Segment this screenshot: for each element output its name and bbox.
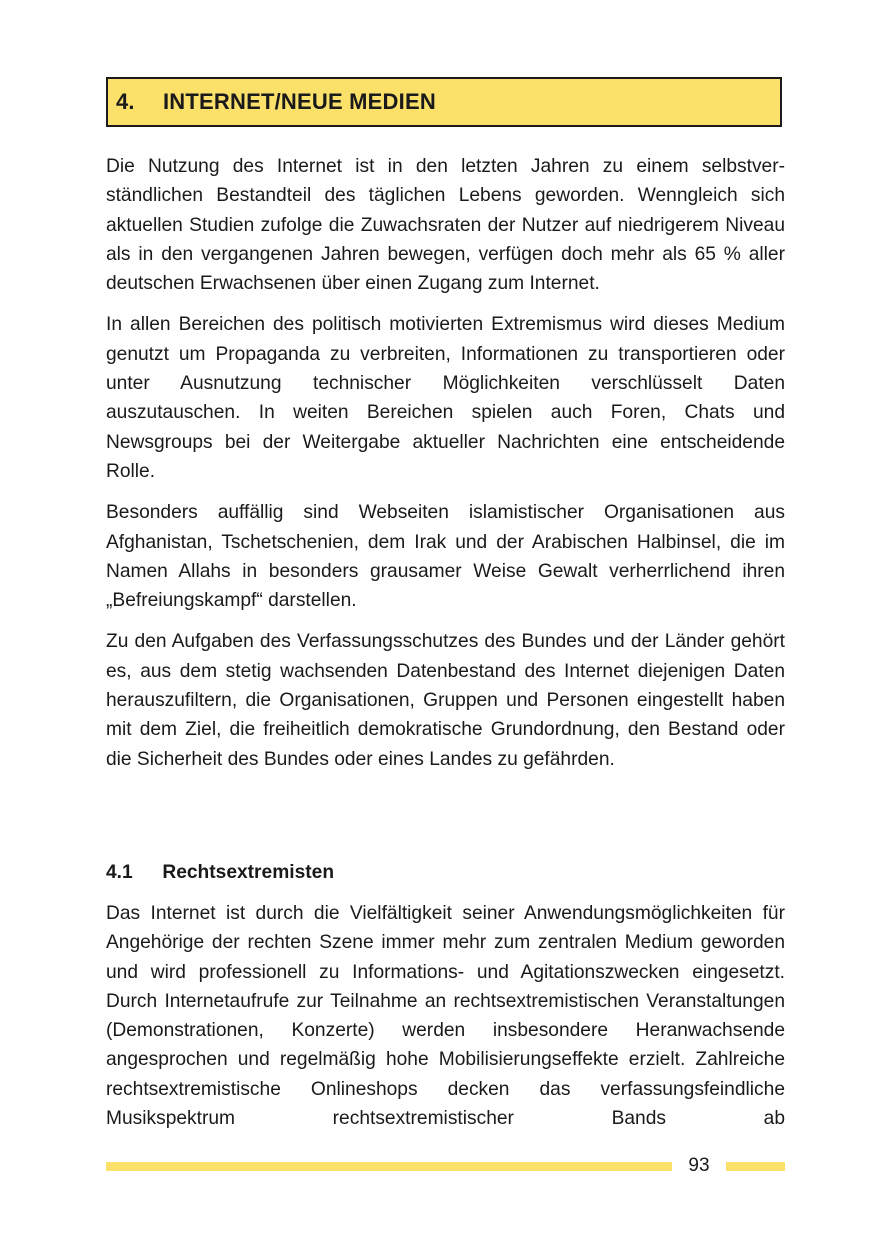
chapter-heading (106, 77, 782, 127)
section-heading (106, 858, 334, 887)
footer-rule-right (726, 1162, 785, 1171)
intro-text (106, 152, 785, 786)
paragraph: Besonders auffällig sind Webseiten islamistischer Organisationen aus Afghanistan, Tschetschenien, dem Irak und der Arabischen Halbinsel, die im Namen Allahs in besonders grausamer Weise Gewalt verherrlichend ihren „Befreiungskampf“ darstellen. (106, 502, 785, 612)
paragraph: In allen Bereichen des politisch motivierten Extremismus wird dieses Medium genutzt um Propaganda zu verbreiten, Informationen zu transportieren oder unter Ausnutzung technischer Möglichkeiten verschlüsselt Daten auszutauschen. In weiten Bereichen spielen auch Foren, Chats und Newsgroups bei der Weitergabe aktueller Nachrichten eine entscheidende Rolle. (106, 314, 785, 482)
paragraph: Zu den Aufgaben des Verfassungsschutzes des Bundes und der Länder gehört es, aus dem stetig wachsenden Datenbestand des Internet diejenigen Daten herauszufiltern, die Organisationen, Gruppen und Personen eingestellt haben mit dem Ziel, die freiheitlich demokratische Grundordnung, den Bestand oder die Sicherheit des Bundes oder eines Landes zu gefährden. (106, 631, 785, 770)
section-number: 4.1 (106, 862, 133, 883)
section-title: Rechtsextremisten (162, 862, 335, 883)
section-text (106, 899, 785, 1145)
chapter-number: 4. (116, 89, 135, 114)
paragraph: Die Nutzung des Internet ist in den letzten Jahren zu einem selbstverständlichen Bestandteil des täglichen Lebens geworden. Wenngleich sich aktuellen Studien zufolge die Zuwachsraten der Nutzer auf niedrigerem Niveau als in den vergangenen Jahren bewegen, verfügen doch mehr als 65 % aller deutschen Erwachsenen über einen Zugang zum Internet. (106, 156, 785, 295)
footer-rule-left (106, 1162, 672, 1171)
page-number: 93 (688, 1155, 710, 1176)
paragraph: Das Internet ist durch die Vielfältigkeit seiner Anwendungsmöglichkeiten für Angehörige der rechten Szene immer mehr zum zentralen Medium geworden und wird professionell zu Informations- und Agitationszwecken eingesetzt. Durch Internetaufrufe zur Teilnahme an rechtsextremistischen Veranstaltungen (Demonstrationen, Konzerte) werden insbesondere Heranwachsende angesprochen und regelmäßig hohe Mobilisierungseffekte erzielt. Zahlreiche rechtsextremistische Onlineshops decken das verfassungsfeindliche Musikspektrum rechtsextremistischer Bands ab (106, 903, 785, 1130)
chapter-title: INTERNET/NEUE MEDIEN (163, 89, 436, 114)
